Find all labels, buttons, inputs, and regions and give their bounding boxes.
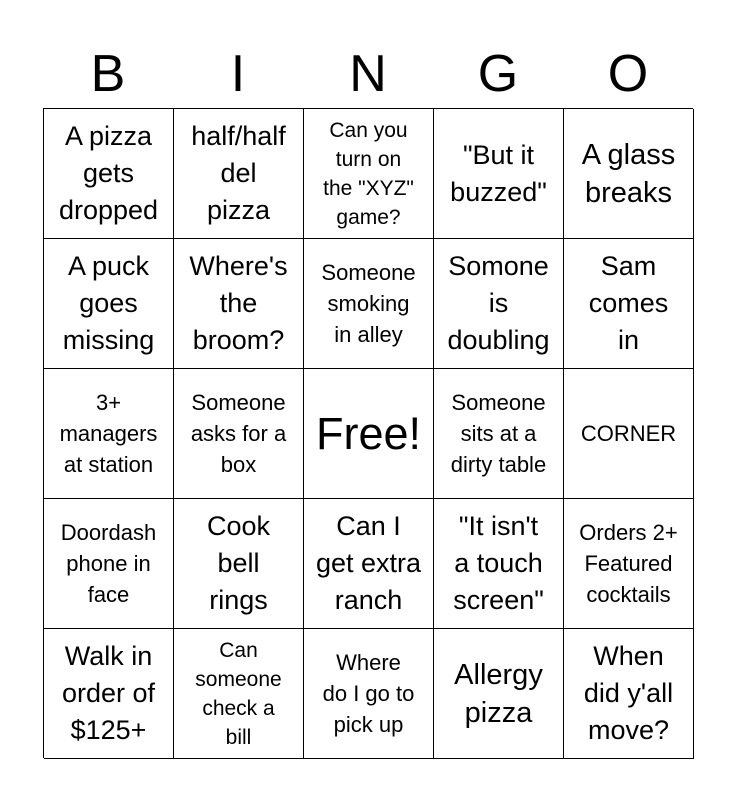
header-letter-g: G	[477, 45, 519, 103]
bingo-cell-free[interactable]	[304, 369, 434, 499]
cell-text: "It isn't a touch screen"	[453, 511, 544, 615]
bingo-cell-r2-c4[interactable]	[434, 239, 564, 369]
bingo-cell-r4-c2[interactable]	[174, 499, 304, 629]
bingo-cell-r2-c2[interactable]	[174, 239, 304, 369]
cell-text: A glass breaks	[581, 138, 676, 209]
cell-text: Somone is doubling	[447, 251, 550, 355]
bingo-cell-r1-c3[interactable]	[304, 109, 434, 239]
bingo-cell-r5-c2[interactable]	[174, 629, 304, 759]
cell-text: Doordash phone in face	[60, 520, 157, 607]
cell-text: Allergy pizza	[454, 658, 543, 729]
cell-text: When did y'all move?	[583, 641, 674, 745]
bingo-grid	[43, 108, 693, 758]
cell-text: Walk in order of $125+	[61, 641, 156, 745]
cell-text: A pizza gets dropped	[58, 121, 159, 225]
cell-text: Someone smoking in alley	[321, 260, 416, 347]
bingo-cell-r1-c4[interactable]	[434, 109, 564, 239]
cell-text: Where's the broom?	[189, 251, 288, 355]
header-letter-b: B	[90, 45, 126, 103]
cell-text: Cook bell rings	[206, 511, 271, 615]
cell-text: Can you turn on the "XYZ" game?	[323, 118, 414, 229]
cell-text: CORNER	[580, 421, 677, 446]
bingo-cell-r4-c4[interactable]	[434, 499, 564, 629]
bingo-cell-r3-c4[interactable]	[434, 369, 564, 499]
bingo-cell-r1-c5[interactable]	[564, 109, 694, 239]
header-letter-o: O	[607, 45, 649, 103]
bingo-cell-r5-c1[interactable]	[44, 629, 174, 759]
free-space-text: Free!	[315, 408, 422, 459]
bingo-cell-r2-c1[interactable]	[44, 239, 174, 369]
cell-text: Sam comes in	[588, 251, 669, 355]
cell-text: "But it buzzed"	[450, 139, 547, 207]
cell-text: Someone asks for a box	[190, 390, 287, 477]
bingo-cell-r4-c3[interactable]	[304, 499, 434, 629]
bingo-cell-r3-c1[interactable]	[44, 369, 174, 499]
cell-text: A puck goes missing	[62, 251, 155, 355]
bingo-cell-r5-c5[interactable]	[564, 629, 694, 759]
cell-text: half/half del pizza	[191, 121, 286, 225]
bingo-cell-r2-c5[interactable]	[564, 239, 694, 369]
cell-text: Where do I go to pick up	[322, 650, 415, 737]
header-letter-n: N	[349, 45, 387, 103]
bingo-cell-r1-c1[interactable]	[44, 109, 174, 239]
cell-text: Someone sits at a dirty table	[450, 390, 547, 477]
cell-text: Can someone check a bill	[195, 638, 282, 749]
bingo-cell-r5-c3[interactable]	[304, 629, 434, 759]
cell-text: Orders 2+ Featured cocktails	[579, 520, 678, 607]
bingo-cell-r4-c5[interactable]	[564, 499, 694, 629]
bingo-header	[43, 40, 693, 108]
bingo-cell-r5-c4[interactable]	[434, 629, 564, 759]
bingo-cell-r3-c5[interactable]	[564, 369, 694, 499]
bingo-cell-r1-c2[interactable]	[174, 109, 304, 239]
bingo-cell-r3-c2[interactable]	[174, 369, 304, 499]
cell-text: Can I get extra ranch	[315, 511, 422, 615]
bingo-cell-r2-c3[interactable]	[304, 239, 434, 369]
cell-text: 3+ managers at station	[59, 390, 158, 477]
header-letter-i: I	[230, 45, 246, 103]
bingo-cell-r4-c1[interactable]	[44, 499, 174, 629]
